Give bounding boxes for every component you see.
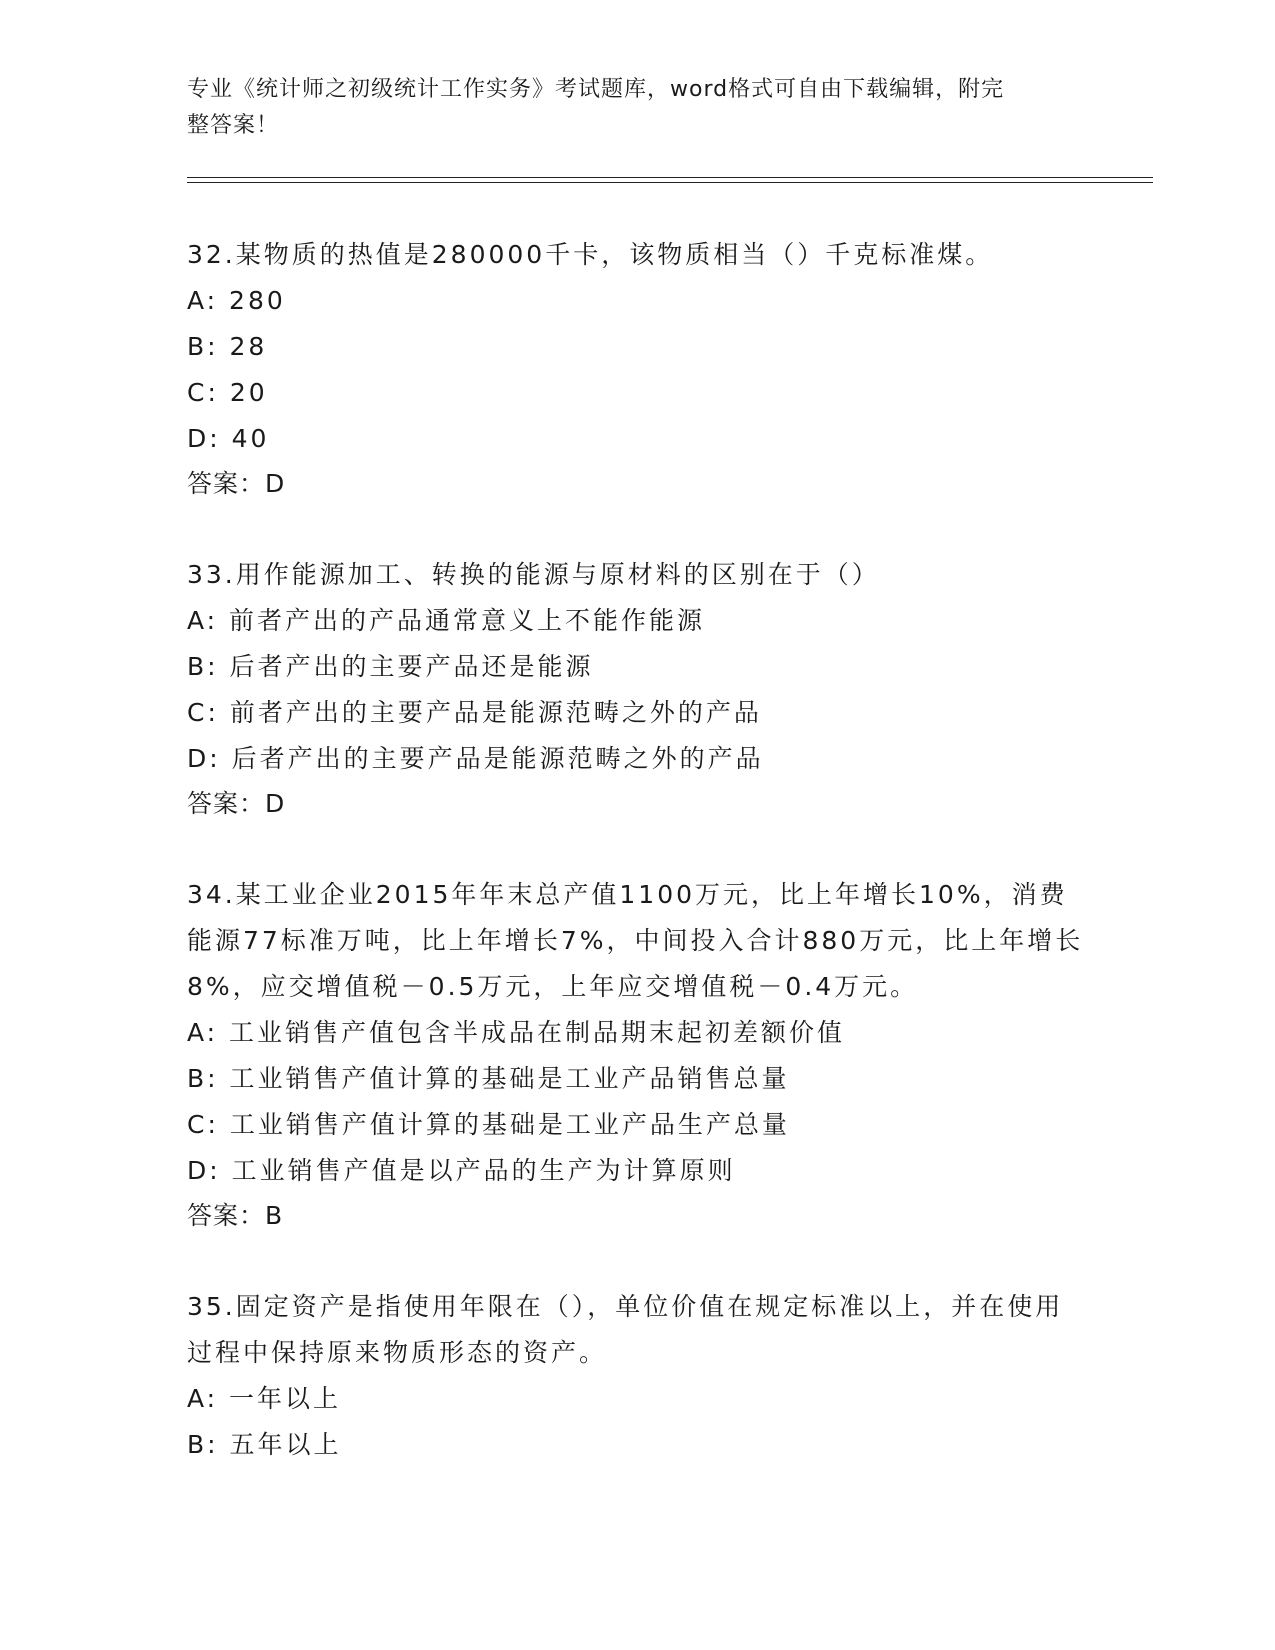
option-c: C: 20 (187, 378, 268, 407)
option-c: C: 工业销售产值计算的基础是工业产品生产总量 (187, 1110, 790, 1139)
question-stem: 32.某物质的热值是280000千卡，该物质相当（）千克标准煤。 (187, 240, 994, 269)
document-header (187, 72, 1087, 144)
answer: 答案：D (187, 789, 286, 818)
question-stem: 35.固定资产是指使用年限在（），单位价值在规定标准以上，并在使用过程中保持原来物质形态的资产。 (187, 1292, 1064, 1367)
question-34 (187, 872, 1087, 1238)
question-33 (187, 552, 1087, 826)
header-divider-bottom (187, 182, 1153, 183)
option-d: D: 工业销售产值是以产品的生产为计算原则 (187, 1156, 736, 1185)
question-32 (187, 232, 1087, 506)
option-b: B: 五年以上 (187, 1430, 342, 1459)
option-d: D: 40 (187, 424, 270, 453)
question-35 (187, 1284, 1087, 1468)
option-a: A: 前者产出的产品通常意义上不能作能源 (187, 606, 706, 635)
option-a: A: 一年以上 (187, 1384, 342, 1413)
question-list (187, 232, 1087, 1514)
option-a: A: 工业销售产值包含半成品在制品期末起初差额价值 (187, 1018, 846, 1047)
header-line-1: 专业《统计师之初级统计工作实务》考试题库，word格式可自由下载编辑，附完 (187, 77, 1005, 102)
option-b: B: 工业销售产值计算的基础是工业产品销售总量 (187, 1064, 790, 1093)
answer: 答案：B (187, 1201, 284, 1230)
option-c: C: 前者产出的主要产品是能源范畴之外的产品 (187, 698, 762, 727)
header-line-2: 整答案！ (187, 113, 280, 138)
option-b: B: 后者产出的主要产品还是能源 (187, 652, 594, 681)
option-a: A: 280 (187, 286, 286, 315)
answer: 答案：D (187, 469, 286, 498)
header-divider-top (187, 177, 1153, 178)
question-stem: 33.用作能源加工、转换的能源与原材料的区别在于（） (187, 560, 880, 589)
option-b: B: 28 (187, 332, 268, 361)
option-d: D: 后者产出的主要产品是能源范畴之外的产品 (187, 744, 764, 773)
question-stem: 34.某工业企业2015年年末总产值1100万元，比上年增长10%，消费能源77标准万吨，比上年增长7%，中间投入合计880万元，比上年增长8%，应交增值税－0.5万元，上年应交增值税－0.4万元。 (187, 880, 1084, 1001)
